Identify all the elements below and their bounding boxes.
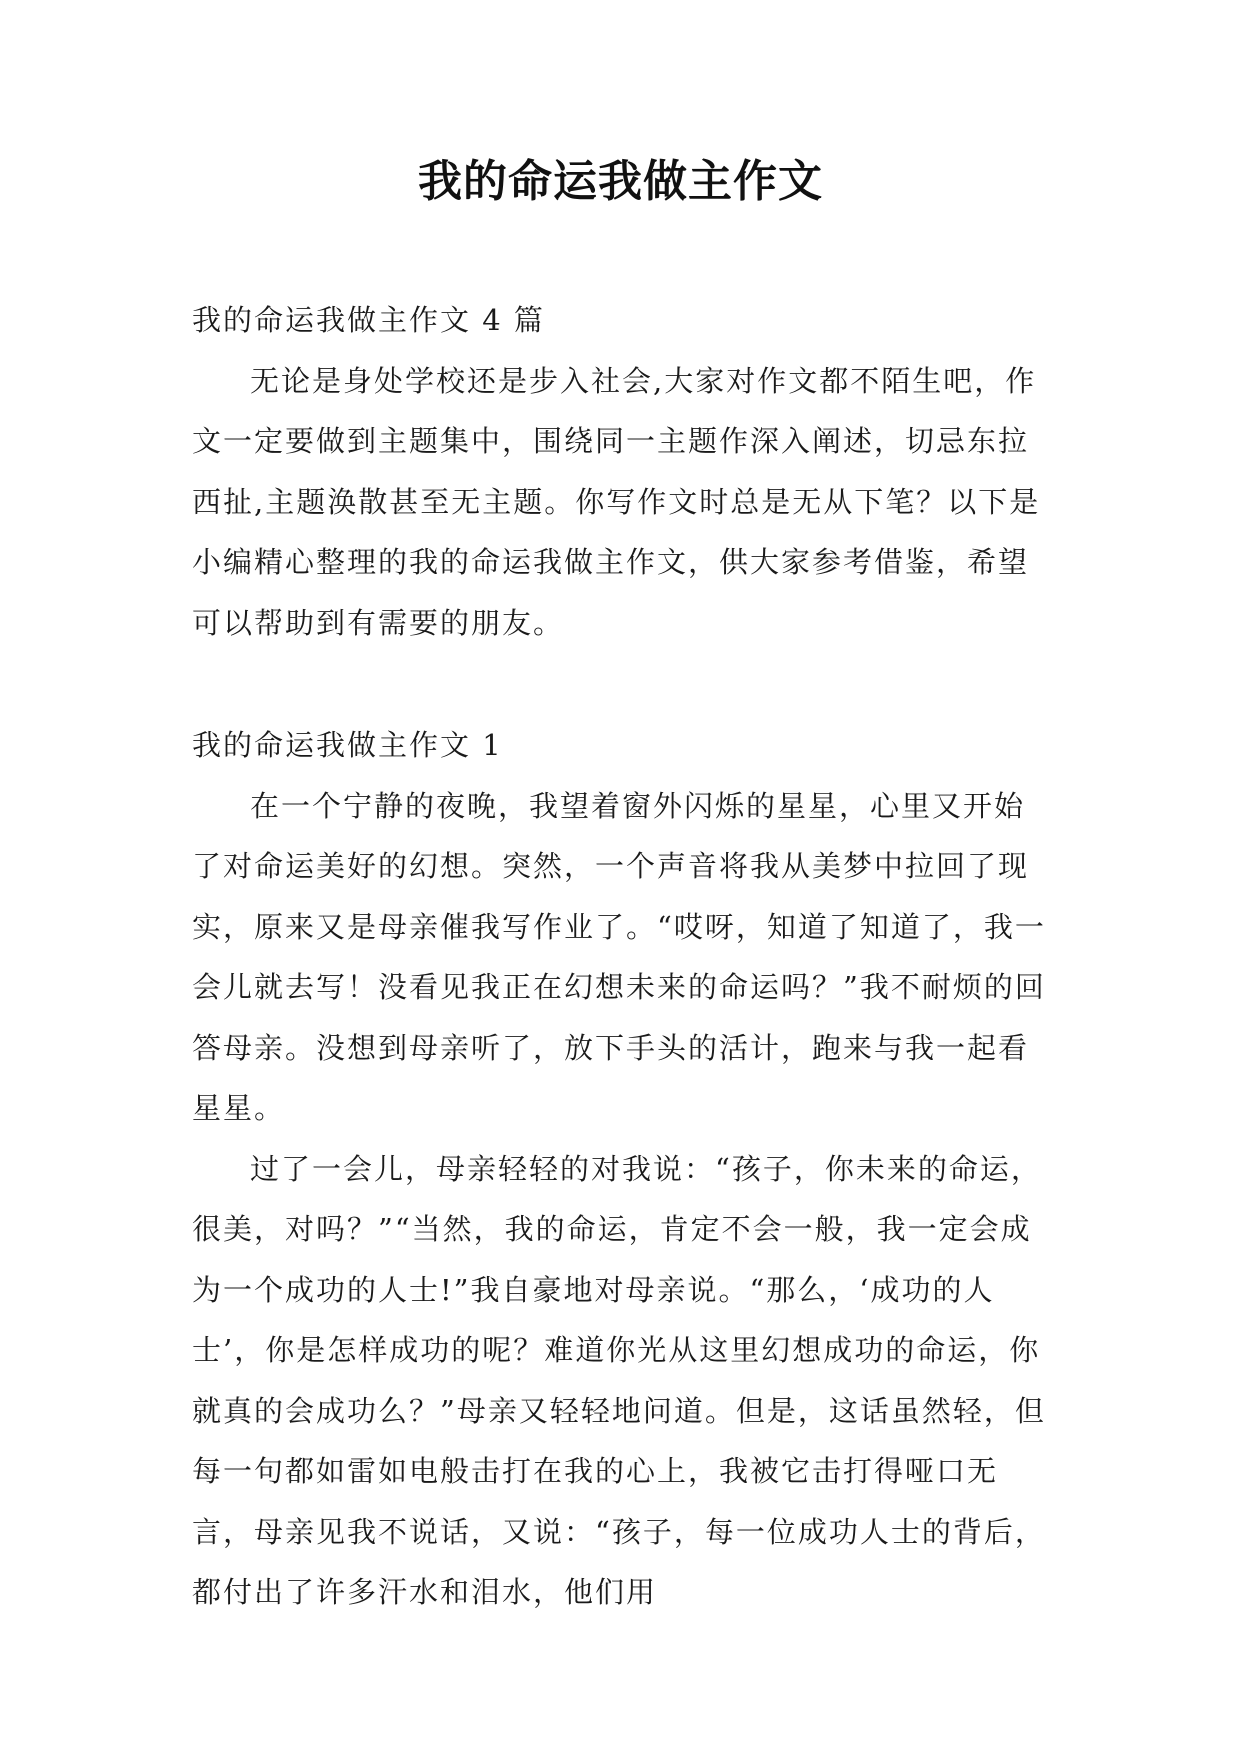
subtitle-heading: 我的命运我做主作文 4 篇 [192,303,545,337]
document-title: 我的命运我做主作文 [418,156,823,207]
section-spacer [192,653,1052,715]
body-paragraph: 在一个宁静的夜晚，我望着窗外闪烁的星星，心里又开始了对命运美好的幻想。突然，一个声音将我从美梦中拉回了现实，原来又是母亲催我写作业了。“哎呀，知道了知道了，我一会儿就去写！没看见我正在幻想未来的命运吗？”我不耐烦的回答母亲。没想到母亲听了，放下手头的活计，跑来与我一起看星星。 [192,788,1046,1125]
body-paragraph: 过了一会儿，母亲轻轻的对我说：“孩子，你未来的命运，很美，对吗？”“当然，我的命运，肯定不会一般，我一定会成为一个成功的人士!”我自豪地对母亲说。“那么，‘成功的人士’，你是怎样成功的呢？难道你光从这里幻想成功的命运，你就真的会成功么？”母亲又轻轻地问道。但是，这话虽然轻，但每一句都如雷如电般击打在我的心上，我被它击打得哑口无言，母亲见我不说话，又说：“孩子，每一位成功人士的背后，都付出了许多汗水和泪水，他们用 [192,1151,1046,1609]
intro-paragraph: 无论是身处学校还是步入社会,大家对作文都不陌生吧，作文一定要做到主题集中，围绕同一主题作深入阐述，切忌东拉西扯,主题涣散甚至无主题。你写作文时总是无从下笔？以下是小编精心整理的我的命运我做主作文，供大家参考借鉴，希望可以帮助到有需要的朋友。 [192,363,1041,640]
document-body [192,290,1052,1623]
section-heading: 我的命运我做主作文 1 [192,728,503,762]
